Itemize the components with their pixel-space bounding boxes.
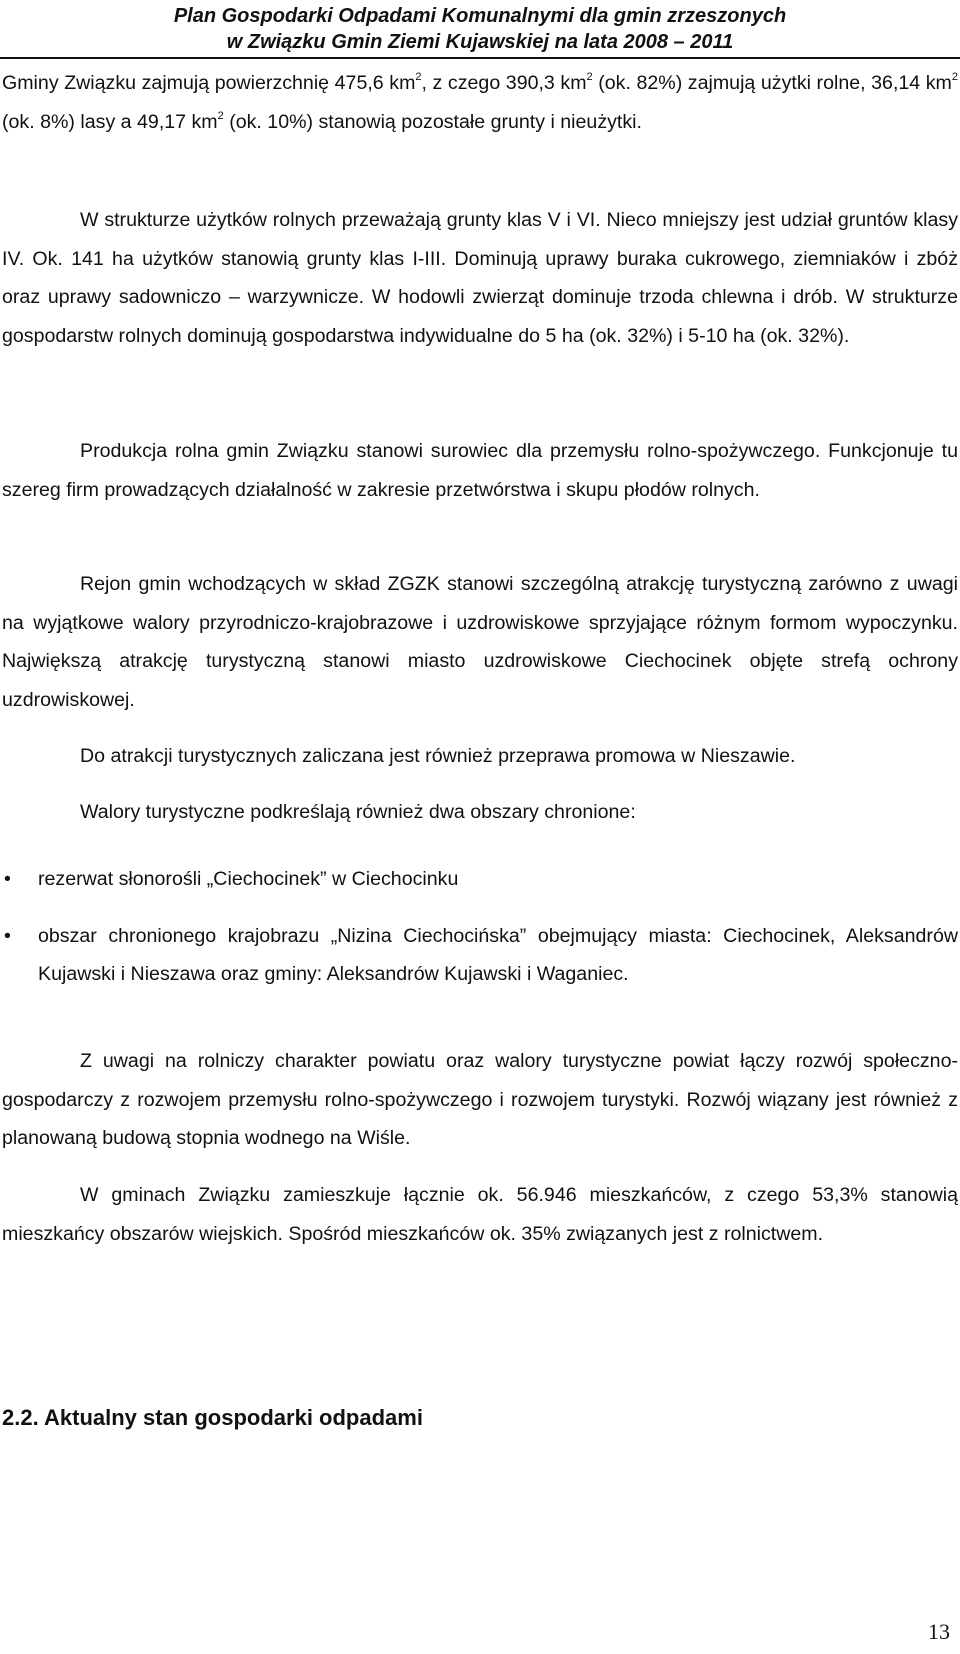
header-title-line1: Plan Gospodarki Odpadami Komunalnymi dla gmin zrzeszonych	[173, 5, 787, 27]
paragraph-tourism: Rejon gmin wchodzących w skład ZGZK stanowi szczególną atrakcję turystyczną zarówno z uwagi na wyjątkowe walory przyrodniczo-krajobrazowe i uzdrowiskowe sprzyjające różnym formom wypoczynku. Największą atrakcję turystyczną stanowi miasto uzdrowiskowe Ciechocinek objęte strefą ochrony uzdrowiskowej.	[2, 573, 958, 711]
section-heading: 2.2. Aktualny stan gospodarki odpadami	[2, 1405, 423, 1430]
page-number: 13	[928, 1619, 950, 1644]
area-text-3: (ok. 82%) zajmują użytki rolne, 36,14 km	[592, 72, 952, 94]
area-text-4: (ok. 8%) lasy a 49,17 km	[2, 110, 218, 133]
list-item	[0, 860, 958, 899]
paragraph-production: Produkcja rolna gmin Związku stanowi surowiec dla przemysłu rolno-spożywczego. Funkcjonuje tu szereg firm prowadzących działalność w zakresie przetwórstwa i skupu płodów rolnych.	[2, 440, 958, 501]
area-sup-3: 2	[951, 71, 959, 83]
area-text-5: (ok. 10%) stanowią pozostałe grunty i nieużytki.	[223, 110, 642, 133]
bullet-icon: •	[4, 924, 11, 947]
area-text-2: , z czego 390,3 km	[421, 72, 587, 94]
paragraph-ferry: Do atrakcji turystycznych zaliczana jest również przeprawa promowa w Nieszawie.	[80, 745, 796, 767]
header-divider	[0, 57, 960, 59]
bullet-icon: •	[4, 868, 11, 890]
paragraph-area-usage	[2, 64, 958, 141]
area-sup-2: 2	[586, 71, 593, 83]
paragraph-population: W gminach Związku zamieszkuje łącznie ok. 56.946 mieszkańców, z czego 53,3% stanowią mieszkańcy obszarów wiejskich. Spośród mieszkańców ok. 35% związanych jest z rolnictwem.	[2, 1184, 958, 1245]
area-text-1: Gminy Związku zajmują powierzchnię 475,6 km	[2, 72, 416, 94]
list-item-text: rezerwat słonorośli „Ciechocinek” w Ciechocinku	[38, 868, 459, 890]
header-title-line2: w Związku Gmin Ziemi Kujawskiej na lata 2008 – 2011	[226, 31, 734, 53]
list-item-text: obszar chronionego krajobrazu „Nizina Ciechocińska” obejmujący miasta: Ciechocinek, Aleksandrów Kujawski i Nieszawa oraz gminy: Aleksandrów Kujawski i Waganiec.	[38, 924, 958, 986]
paragraph-agriculture: W strukturze użytków rolnych przeważają grunty klas V i VI. Nieco mniejszy jest udział gruntów klasy IV. Ok. 141 ha użytków stanowią grunty klas I-III. Dominują uprawy buraka cukrowego, ziemniaków i zbóż oraz uprawy sadowniczo – warzywnicze. W hodowli zwierząt dominuje trzoda chlewna i drób. W strukturze gospodarstw rolnych dominują gospodarstwa indywidualne do 5 ha (ok. 32%) i 5-10 ha (ok. 32%).	[2, 209, 958, 347]
list-item	[0, 917, 958, 994]
paragraph-protected-areas-intro: Walory turystyczne podkreślają również dwa obszary chronione:	[80, 801, 636, 823]
area-sup-1: 2	[415, 71, 422, 83]
protected-areas-list	[0, 860, 958, 994]
area-sup-4: 2	[217, 109, 224, 122]
paragraph-development: Z uwagi na rolniczy charakter powiatu oraz walory turystyczne powiat łączy rozwój społeczno-gospodarczy z rozwojem przemysłu rolno-spożywczego i rozwojem turystyki. Rozwój wiązany jest również z planowaną budową stopnia wodnego na Wiśle.	[2, 1050, 958, 1150]
